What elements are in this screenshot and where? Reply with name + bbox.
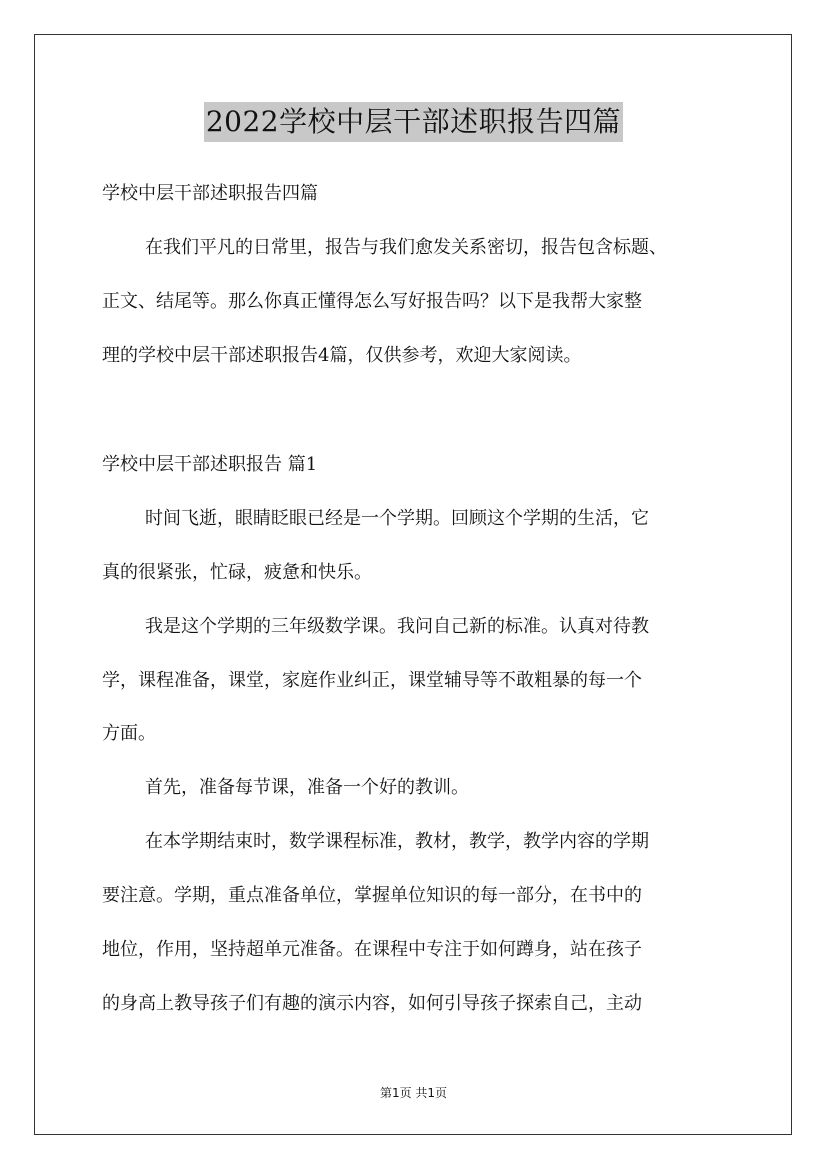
document-title: 2022学校中层干部述职报告四篇 [204, 102, 623, 142]
paragraph-line: 首先，准备每节课，准备一个好的教训。 [145, 777, 469, 798]
paragraph-line: 真的很紧张，忙碌，疲惫和快乐。 [102, 562, 372, 583]
section-heading: 学校中层干部述职报告 篇1 [102, 454, 318, 475]
paragraph-line: 学，课程准备，课堂，家庭作业纠正，课堂辅导等不敢粗暴的每一个 [102, 670, 642, 691]
paragraph-line: 方面。 [102, 723, 156, 744]
subtitle: 学校中层干部述职报告四篇 [102, 183, 318, 204]
page-footer: 第1页 共1页 [379, 1086, 448, 1100]
paragraph-line: 正文、结尾等。那么你真正懂得怎么写好报告吗？以下是我帮大家整 [102, 291, 642, 312]
paragraph-line: 在我们平凡的日常里，报告与我们愈发关系密切，报告包含标题、 [145, 237, 667, 258]
paragraph-line: 在本学期结束时，数学课程标准，教材，教学，教学内容的学期 [145, 831, 649, 852]
paragraph-line: 要注意。学期，重点准备单位，掌握单位知识的每一部分，在书中的 [102, 885, 642, 906]
paragraph-line: 理的学校中层干部述职报告4篇，仅供参考，欢迎大家阅读。 [102, 345, 582, 366]
paragraph-line: 我是这个学期的三年级数学课。我问自己新的标准。认真对待教 [145, 616, 649, 637]
paragraph-line: 的身高上教导孩子们有趣的演示内容，如何引导孩子探索自己，主动 [102, 993, 642, 1014]
title-container [0, 102, 827, 142]
paragraph-line: 地位，作用，坚持超单元准备。在课程中专注于如何蹲身，站在孩子 [102, 939, 642, 960]
paragraph-line: 时间飞逝，眼睛眨眼已经是一个学期。回顾这个学期的生活，它 [145, 508, 649, 529]
